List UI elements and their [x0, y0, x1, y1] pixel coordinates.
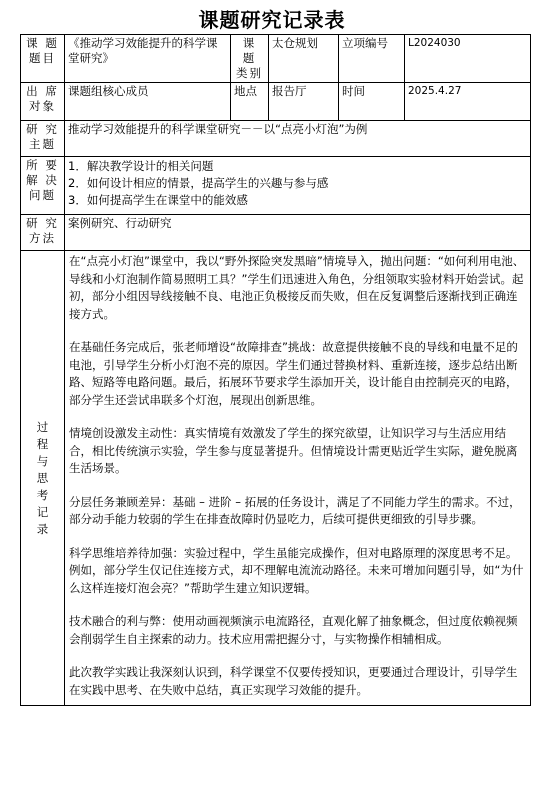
process-label-char: 录 — [36, 521, 49, 536]
process-paragraph: 科学思维培养待加强：实验过程中，学生虽能完成操作，但对电路原理的深度思考不足。例如，部分学生仅记住连接方式，却不理解电流流动路径。未来可增加问题引导，如“为什么这样连接灯泡会亮？”帮助学生建立知识逻辑。 — [69, 545, 524, 595]
topic-value: 《推动学习效能提升的科学课堂研究》 — [65, 35, 231, 83]
problem-item: 1．解决教学设计的相关问题 — [68, 159, 214, 173]
process-paragraph: 此次教学实践让我深刻认识到，科学课堂不仅要传授知识，更要通过合理设计，引导学生在实践中思考、在失败中总结，真正实现学习效能的提升。 — [69, 665, 518, 697]
theme-row — [21, 121, 531, 157]
project-no-label: 立项编号 — [339, 35, 405, 83]
problem-item: 2．如何设计相应的情景，提高学生的兴趣与参与感 — [68, 176, 329, 190]
page-title: 课题研究记录表 — [198, 8, 346, 32]
topic-label: 课 题 题目 — [21, 35, 65, 83]
method-label: 研 究 方法 — [21, 215, 65, 251]
theme-label: 研 究 主题 — [21, 121, 65, 157]
problems-label: 所 要 解 决 问题 — [21, 157, 65, 215]
process-label-char: 考 — [36, 487, 49, 502]
process-label — [21, 251, 65, 706]
process-paragraph: 情境创设激发主动性：真实情境有效激发了学生的探究欲望，让知识学习与生活应用结合，相比传统演示实验，学生参与度显著提升。但情境设计需更贴近学生实际，避免脱离生活场景。 — [69, 426, 518, 475]
category-label: 课 题 类别 — [231, 35, 269, 83]
process-label-char: 与 — [36, 453, 49, 468]
audience-row — [21, 83, 531, 121]
process-paragraph: 在基础任务完成后，张老师增设“故障排查”挑战：故意提供接触不良的导线和电量不足的电池，引导学生分析小灯泡不亮的原因。学生们通过替换材料、重新连接，逐步总结出断路、短路等电路问题。最后，拓展环节要求学生添加开关，设计能自由控制亮灭的电路，部分学生还尝试串联多个灯泡，展现出创新思维。 — [69, 340, 518, 407]
process-paragraph: 技术融合的利与弊：使用动画视频演示电流路径，直观化解了抽象概念，但过度依赖视频会削弱学生自主探索的动力。技术应用需把握分寸，与实物操作相辅相成。 — [69, 614, 518, 646]
time-value: 2025.4.27 — [405, 83, 531, 121]
place-value: 报告厅 — [269, 83, 339, 121]
process-paragraph: 在“点亮小灯泡”课堂中，我以“野外探险突发黑暗”情境导入，抛出问题：“如何利用电池、导线和小灯泡制作简易照明工具？”学生们迅速进入角色，分组领取实验材料开始尝试。起初，部分小组因导线接触不良、电池正负极接反而失败，但在反复调整后逐渐找到正确连接方式。 — [69, 254, 525, 321]
audience-value: 课题组核心成员 — [65, 83, 231, 121]
record-table — [20, 34, 531, 706]
category-value: 太仓规划 — [269, 35, 339, 83]
topic-row — [21, 35, 531, 83]
problems-list — [65, 157, 531, 215]
place-label: 地点 — [231, 83, 269, 121]
process-record — [65, 251, 531, 706]
audience-label: 出 席 对象 — [21, 83, 65, 121]
problem-item: 3．如何提高学生在课堂中的能效感 — [68, 193, 248, 207]
problems-row — [21, 157, 531, 215]
process-paragraph: 分层任务兼顾差异：基础 – 进阶 – 拓展的任务设计，满足了不同能力学生的需求。不过，部分动手能力较弱的学生在排查故障时仍显吃力，后续可提供更细致的引导步骤。 — [69, 494, 521, 526]
project-no-value: L2024030 — [405, 35, 531, 83]
process-row — [21, 251, 531, 706]
theme-value: 推动学习效能提升的科学课堂研究－－以“点亮小灯泡”为例 — [65, 121, 531, 157]
method-value: 案例研究、行动研究 — [65, 215, 531, 251]
process-label-char: 程 — [36, 436, 49, 451]
method-row — [21, 215, 531, 251]
time-label: 时间 — [339, 83, 405, 121]
process-label-char: 记 — [36, 504, 49, 519]
process-label-char: 思 — [36, 470, 49, 485]
process-label-char: 过 — [36, 419, 49, 434]
